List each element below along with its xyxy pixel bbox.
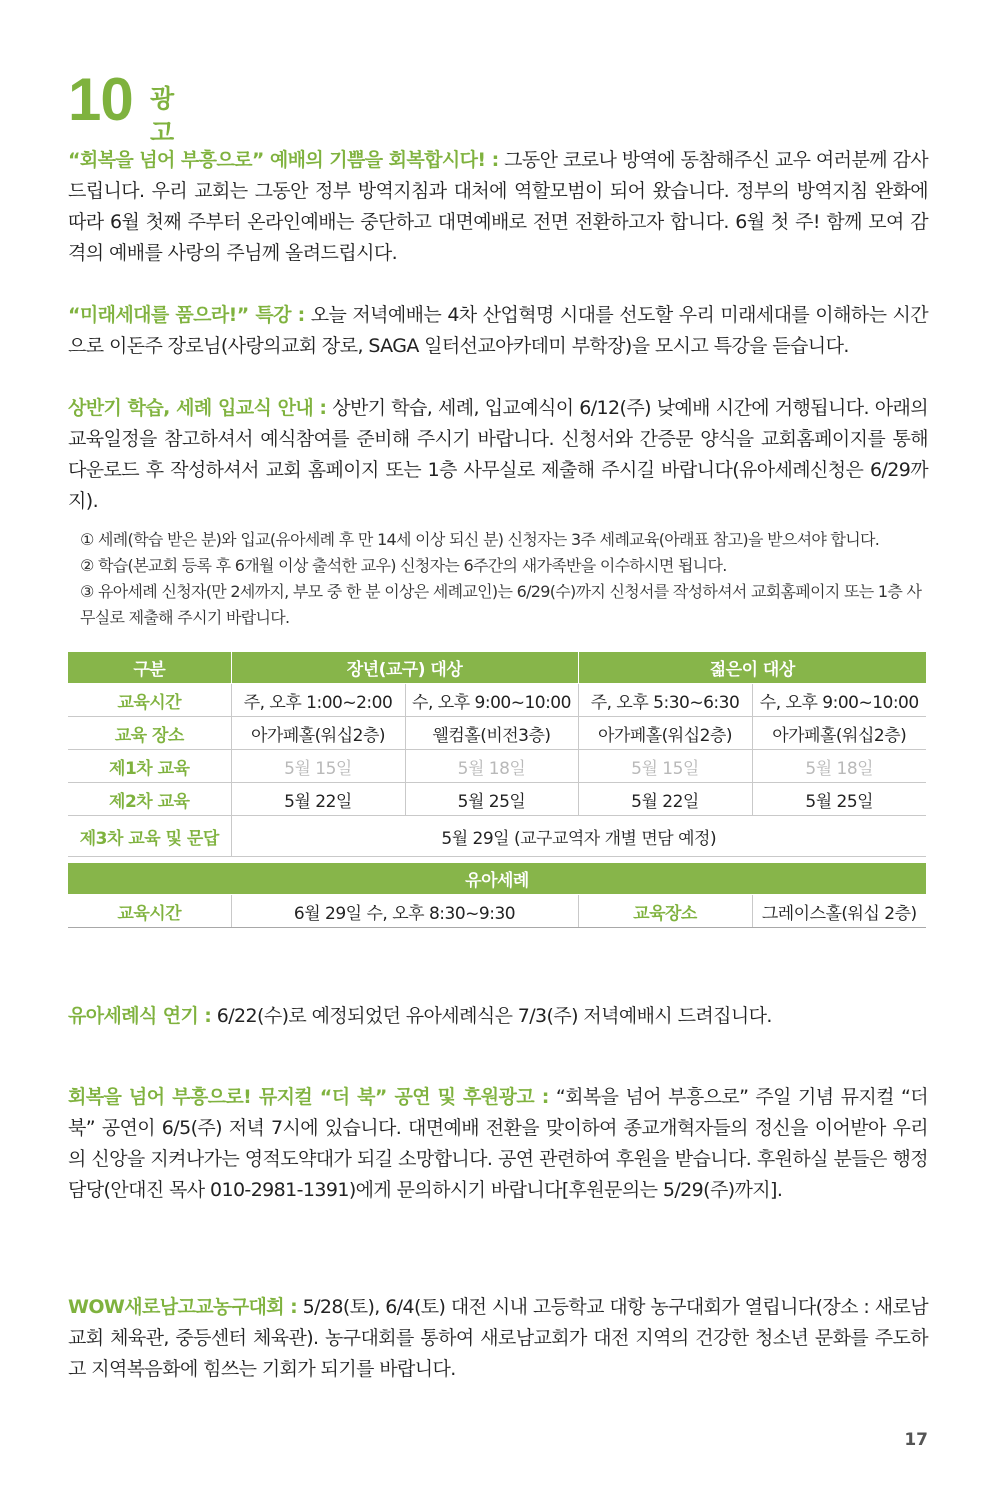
notice-heading: 회복을 넘어 부흥으로! 뮤지컬 “더 북” 공연 및 후원광고 : <box>68 1086 549 1108</box>
table-cell: 수, 오후 9:00~10:00 <box>752 684 926 717</box>
table-row <box>68 684 926 717</box>
notice-body: 6/22(수)로 예정되었던 유아세례식은 7/3(주) 저녁예배시 드려집니다. <box>211 1005 772 1027</box>
row-label: 제2차 교육 <box>68 783 231 816</box>
table-cell: 아가페홀(워십2층) <box>578 717 752 750</box>
table-row <box>68 895 926 928</box>
note-item: ③ 유아세례 신청자(만 2세까지, 부모 중 한 분 이상은 세례교인)는 6/29(수)까지 신청서를 작성하셔서 교회홈페이지 또는 1층 사무실로 제출해 주시기 바랍니다. <box>80 582 922 627</box>
row-label: 제3차 교육 및 문답 <box>68 816 231 857</box>
note-item: ② 학습(본교회 등록 후 6개월 이상 출석한 교우) 신청자는 6주간의 새가족반을 이수하시면 됩니다. <box>80 556 727 575</box>
notice-body: 그동안 코로나 방역에 동참해주신 교우 여러분께 감사드립니다. 우리 교회는 그동안 정부 방역지침과 대처에 역할모범이 되어 왔습니다. 정부의 방역지침 완화에 따라 6월 첫째 주부터 온라인예배는 중단하고 대면예배로 전면 전환하고자 합니다. 6월 첫 주! 함께 모여 감격의 예배를 사랑의 주님께 올려드립시다. <box>68 149 928 264</box>
table-cell: 5월 22일 <box>231 783 405 816</box>
infant-header-row <box>68 863 926 895</box>
table-row <box>68 783 926 816</box>
table-row <box>68 750 926 783</box>
baptism-notes <box>80 527 928 631</box>
table-cell: 5월 18일 <box>405 750 578 783</box>
row-label: 교육시간 <box>68 684 231 717</box>
notice-body: 상반기 학습, 세례, 입교예식이 6/12(주) 낮예배 시간에 거행됩니다. 아래의 교육일정을 참고하셔서 예식참여를 준비해 주시기 바랍니다. 신청서와 간증문 양식을 교회홈페이지를 통해 다운로드 후 작성하셔서 교회 홈페이지 또는 1층 사무실로 제출해 주시길 바랍니다(유아세례신청은 6/29까지). <box>68 397 928 512</box>
notice-heading: WOW새로남고교농구대회 : <box>68 1296 298 1318</box>
notice-basketball-tournament <box>68 1292 928 1385</box>
page-number: 17 <box>904 1430 928 1450</box>
table-cell: 5월 22일 <box>578 783 752 816</box>
table-row <box>68 816 926 857</box>
section-title: 광고 <box>150 84 175 147</box>
table-cell: 웰컴홀(비전3층) <box>405 717 578 750</box>
table-cell: 주, 오후 5:30~6:30 <box>578 684 752 717</box>
infant-baptism-header: 유아세례 <box>68 863 926 895</box>
note-item: ① 세례(학습 받은 분)와 입교(유아세례 후 만 14세 이상 되신 분) 신청자는 3주 세례교육(아래표 참고)을 받으셔야 합니다. <box>80 530 880 549</box>
table-cell: 5월 29일 (교구교역자 개별 면담 예정) <box>231 816 926 857</box>
header-youth-group: 젊은이 대상 <box>578 652 926 684</box>
table-cell: 5월 15일 <box>578 750 752 783</box>
table-cell: 아가페홀(워십2층) <box>752 717 926 750</box>
notice-body: “회복을 넘어 부흥으로” 주일 기념 뮤지컬 “더 북” 공연이 6/5(주) 저녁 7시에 있습니다. 대면예배 전환을 맞이하여 종교개혁자들의 정신을 이어받아 우리의 신앙을 지켜나가는 영적도약대가 되길 소망합니다. 공연 관련하여 후원을 받습니다. 후원하실 분들은 행정 담당(안대진 목사 010-2981-1391)에게 문의하시기 바랍니다[후원문의는 5/29(주)까지]. <box>68 1086 928 1201</box>
section-number: 10 <box>68 66 133 133</box>
notice-heading: “회복을 넘어 부흥으로” 예배의 기쁨을 회복합시다! : <box>68 149 499 171</box>
header-adult-group: 장년(교구) 대상 <box>231 652 578 684</box>
row-label: 교육장소 <box>578 895 752 928</box>
notice-future-generation-lecture <box>68 300 928 362</box>
header-category: 구분 <box>68 652 231 684</box>
row-label: 제1차 교육 <box>68 750 231 783</box>
table-cell: 5월 15일 <box>231 750 405 783</box>
notice-body: 5/28(토), 6/4(토) 대전 시내 고등학교 대항 농구대회가 열립니다(장소 : 새로남교회 체육관, 중등센터 체육관). 농구대회를 통하여 새로남교회가 대전 지역의 건강한 청소년 문화를 주도하고 지역복음화에 힘쓰는 기회가 되기를 바랍니다. <box>68 1296 928 1380</box>
table-cell: 6월 29일 수, 오후 8:30~9:30 <box>231 895 578 928</box>
table-cell: 5월 25일 <box>752 783 926 816</box>
table-cell: 주, 오후 1:00~2:00 <box>231 684 405 717</box>
notice-heading: 상반기 학습, 세례 입교식 안내 : <box>68 397 327 419</box>
table-header-row <box>68 652 926 684</box>
notice-musical-the-book <box>68 1082 928 1206</box>
notice-body: 오늘 저녁예배는 4차 산업혁명 시대를 선도할 우리 미래세대를 이해하는 시간으로 이돈주 장로님(사랑의교회 장로, SAGA 일터선교아카데미 부학장)을 모시고 특강을 듣습니다. <box>68 304 928 357</box>
notice-baptism-guide <box>68 393 928 517</box>
notice-revival-worship <box>68 145 928 269</box>
notice-infant-baptism-delay <box>68 1001 928 1032</box>
education-schedule-table <box>68 652 926 928</box>
table-cell: 5월 18일 <box>752 750 926 783</box>
table-cell: 아가페홀(워십2층) <box>231 717 405 750</box>
row-label: 교육 장소 <box>68 717 231 750</box>
notice-heading: “미래세대를 품으라!” 특강 : <box>68 304 305 326</box>
table-cell: 5월 25일 <box>405 783 578 816</box>
table-row <box>68 717 926 750</box>
table-cell: 수, 오후 9:00~10:00 <box>405 684 578 717</box>
row-label: 교육시간 <box>68 895 231 928</box>
table-cell: 그레이스홀(워십 2층) <box>752 895 926 928</box>
notice-heading: 유아세례식 연기 : <box>68 1005 212 1027</box>
